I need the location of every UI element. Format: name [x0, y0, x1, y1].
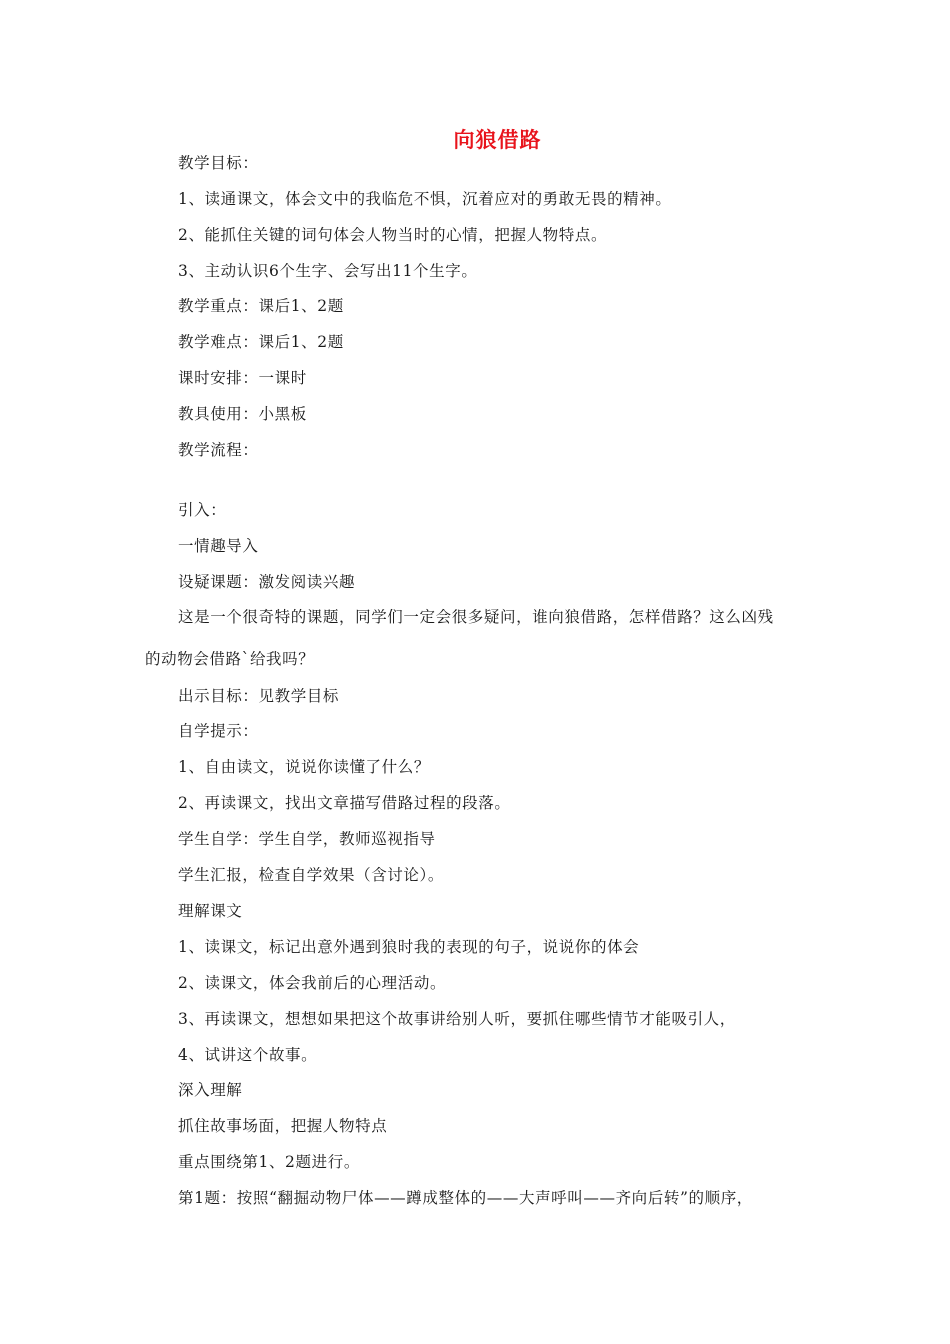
document-title: 向狼借路: [453, 128, 542, 152]
self-study-hint-2: 2、再读课文，找出文章描写借路过程的段落。: [178, 794, 511, 812]
deep-understanding-heading: 深入理解: [178, 1081, 243, 1099]
objective-item-1: 1、读通课文，体会文中的我临危不惧，沉着应对的勇敢无畏的精神。: [178, 190, 672, 208]
section-heading-process: 教学流程：: [178, 441, 259, 459]
section-heading-objectives: 教学目标：: [178, 154, 259, 172]
intro-heading: 引入：: [178, 501, 227, 519]
intro-paragraph-line-2: 的动物会借路`给我吗？: [145, 650, 315, 668]
difficult-points: 教学难点：课后1、2题: [178, 333, 344, 351]
self-study-hints-heading: 自学提示：: [178, 722, 259, 740]
understand-item-3: 3、再读课文，想想如果把这个故事讲给别人听，要抓住哪些情节才能吸引人，: [178, 1010, 736, 1028]
question-1-line: 第1题：按照“翻掘动物尸体——蹲成整体的——大声呼叫——齐向后转”的顺序，: [178, 1189, 753, 1207]
deep-understanding-emphasis: 重点围绕第1、2题进行。: [178, 1153, 360, 1171]
understand-item-1: 1、读课文，标记出意外遇到狼时我的表现的句子，说说你的体会: [178, 938, 640, 956]
understand-text-heading: 理解课文: [178, 902, 243, 920]
understand-item-2: 2、读课文，体会我前后的心理活动。: [178, 974, 447, 992]
teaching-aids: 教具使用：小黑板: [178, 405, 307, 423]
intro-step: 一情趣导入: [178, 537, 259, 555]
intro-question: 设疑课题：激发阅读兴趣: [178, 573, 356, 591]
self-study-hint-1: 1、自由读文，说说你读懂了什么？: [178, 758, 430, 776]
schedule: 课时安排：一课时: [178, 369, 307, 387]
objective-item-2: 2、能抓住关键的词句体会人物当时的心情，把握人物特点。: [178, 226, 608, 244]
deep-understanding-focus: 抓住故事场面，把握人物特点: [178, 1117, 388, 1135]
student-self-study: 学生自学：学生自学，教师巡视指导: [178, 830, 436, 848]
show-objectives: 出示目标：见教学目标: [178, 687, 340, 705]
key-points: 教学重点：课后1、2题: [178, 297, 344, 315]
objective-item-3: 3、主动认识6个生字、会写出11个生字。: [178, 262, 478, 280]
understand-item-4: 4、试讲这个故事。: [178, 1046, 318, 1064]
student-report: 学生汇报，检查自学效果（含讨论）。: [178, 866, 444, 884]
intro-paragraph-line-1: 这是一个很奇特的课题，同学们一定会很多疑问，谁向狼借路，怎样借路？这么凶残: [178, 608, 774, 626]
